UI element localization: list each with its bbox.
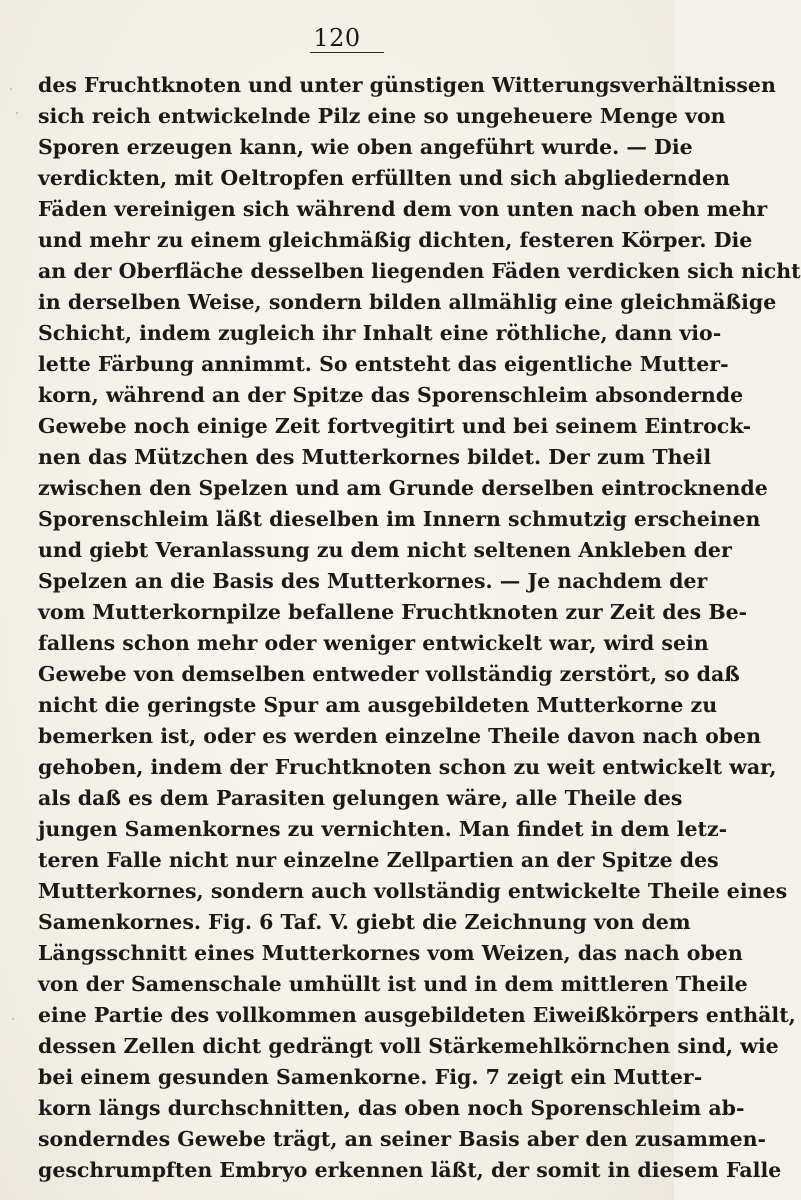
text-line: fallens schon mehr oder weniger entwickelt war, wird sein (38, 631, 709, 655)
text-line: eine Partie des vollkommen ausgebildeten Eiweißkörpers enthält, (38, 1003, 796, 1027)
text-line: Längsschnitt eines Mutterkornes vom Weizen, das nach oben (38, 941, 743, 965)
text-line: Mutterkornes, sondern auch vollständig entwickelte Theile eines (38, 879, 788, 903)
paper-speck (12, 1018, 14, 1020)
text-line: Gewebe noch einige Zeit fortvegitirt und bei seinem Eintrock- (38, 414, 752, 438)
text-line: gehoben, indem der Fruchtknoten schon zu weit entwickelt war, (38, 755, 777, 779)
text-line: verdickten, mit Oeltropfen erfüllten und sich abgliedernden (38, 166, 730, 190)
text-line: bemerken ist, oder es werden einzelne Theile davon nach oben (38, 724, 762, 748)
text-line: des Fruchtknoten und unter günstigen Witterungsverhältnissen (38, 73, 776, 97)
page-number: 120 (313, 24, 361, 52)
text-line: jungen Samenkornes zu vernichten. Man findet in dem letz- (38, 817, 728, 841)
text-line: korn längs durchschnitten, das oben noch Sporenschleim ab- (38, 1096, 745, 1120)
text-line: und giebt Veranlassung zu dem nicht seltenen Ankleben der (38, 538, 732, 562)
paper-speck (16, 112, 18, 114)
paper-speck (10, 88, 12, 90)
text-line: und mehr zu einem gleichmäßig dichten, festeren Körper. Die (38, 228, 753, 252)
text-line: bei einem gesunden Samenkorne. Fig. 7 zeigt ein Mutter- (38, 1065, 703, 1089)
text-line: lette Färbung annimmt. So entsteht das eigentliche Mutter- (38, 352, 729, 376)
text-line: als daß es dem Parasiten gelungen wäre, alle Theile des (38, 786, 683, 810)
text-line: geschrumpften Embryo erkennen läßt, der somit in diesem Falle (38, 1158, 782, 1182)
text-line: an der Oberfläche desselben liegenden Fäden verdicken sich nicht (38, 259, 801, 283)
text-line: nicht die geringste Spur am ausgebildeten Mutterkorne zu (38, 693, 718, 717)
text-line: nen das Mützchen des Mutterkornes bildet. Der zum Theil (38, 445, 712, 469)
body-text (38, 70, 801, 1186)
page-number-rule (310, 52, 384, 53)
text-line: teren Falle nicht nur einzelne Zellpartien an der Spitze des (38, 848, 719, 872)
text-line: Gewebe von demselben entweder vollständig zerstört, so daß (38, 662, 740, 686)
text-line: Spelzen an die Basis des Mutterkornes. — Je nachdem der (38, 569, 708, 593)
text-line: von der Samenschale umhüllt ist und in dem mittleren Theile (38, 972, 748, 996)
text-line: dessen Zellen dicht gedrängt voll Stärkemehlkörnchen sind, wie (38, 1034, 779, 1058)
text-line: in derselben Weise, sondern bilden allmählig eine gleichmäßige (38, 290, 777, 314)
text-line: Samenkornes. Fig. 6 Taf. V. giebt die Zeichnung von dem (38, 910, 691, 934)
text-line: Schicht, indem zugleich ihr Inhalt eine röthliche, dann vio- (38, 321, 722, 345)
text-line: Sporen erzeugen kann, wie oben angeführt wurde. — Die (38, 135, 693, 159)
text-line: vom Mutterkornpilze befallene Fruchtknoten zur Zeit des Be- (38, 600, 748, 624)
text-line: korn, während an der Spitze das Sporenschleim absondernde (38, 383, 744, 407)
text-line: Sporenschleim läßt dieselben im Innern schmutzig erscheinen (38, 507, 761, 531)
text-line: sich reich entwickelnde Pilz eine so ungeheuere Menge von (38, 104, 726, 128)
text-line: zwischen den Spelzen und am Grunde derselben eintrocknende (38, 476, 768, 500)
text-line: sonderndes Gewebe trägt, an seiner Basis aber den zusammen- (38, 1127, 767, 1151)
text-line: Fäden vereinigen sich während dem von unten nach oben mehr (38, 197, 768, 221)
